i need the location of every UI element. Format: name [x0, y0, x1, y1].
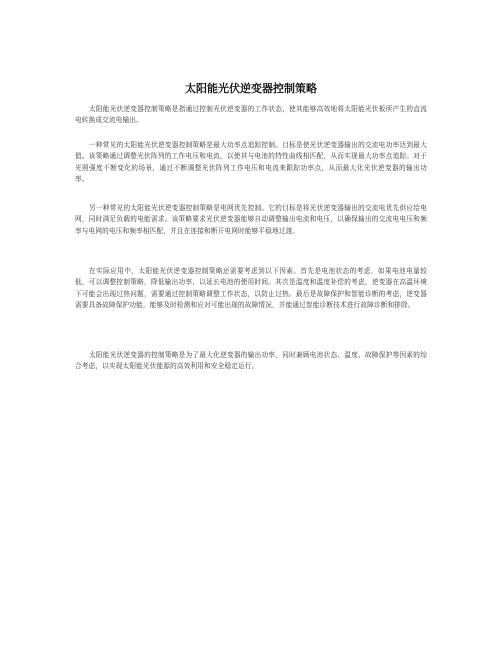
paragraph-conclusion: 太阳能光伏逆变器的控制策略是为了最大化逆变器的输出功率，同时兼顾电池状态、温度、故障保护等因素的综合考虑，以实现太阳能光伏能源的高效利用和安全稳定运行。: [75, 351, 427, 371]
paragraph-intro: 太阳能光伏逆变器控制策略是指通过控制光伏逆变器的工作状态，使其能够高效地将太阳能光伏板所产生的直流电转换成交流电输出。: [75, 105, 427, 125]
document-title: 太阳能光伏逆变器控制策略: [185, 82, 317, 95]
paragraph-practical-factors: 在实际应用中，太阳能光伏逆变器控制策略还需要考虑到以下因素。首先是电池状态的考虑，如果电池电量较低，可以调整控制策略，降低输出功率，以延长电池的使用时间。其次是温度和温度补偿的考虑，逆变器在高温环境下可能会出现过热问题，需要通过控制策略调整工作状态，以防止过热。最后是故障保护和智能诊断的考虑，逆变器需要具备故障保护功能，能够及时检测和应对可能出现的故障情况，并能通过智能诊断技术进行故障诊断和排除。: [75, 267, 427, 309]
paragraph-grid-priority: 另一种常见的太阳能光伏逆变器控制策略是电网优先控制。它的目标是将光伏逆变器输出的交流电优先供应给电网，同时满足负载的电能需求。该策略要求光伏逆变器能够自动调整输出电流和电压，以确保输出的交流电电压和频率与电网的电压和频率相匹配，并且在连接和断开电网时能够平稳地过渡。: [75, 204, 427, 235]
paragraph-mppt: 一种常见的太阳能光伏逆变器控制策略是最大功率点追踪控制。目标是使光伏逆变器输出的交流电功率达到最大值。该策略通过调整光伏阵列的工作电压和电流，以使其与电池的特性曲线相匹配，从而实现最大功率点追踪。对于光照强度不断变化的场景，通过不断调整光伏阵列工作电压和电流来跟踪功率点，从而最大化光伏逆变器的输出功率。: [75, 141, 427, 183]
